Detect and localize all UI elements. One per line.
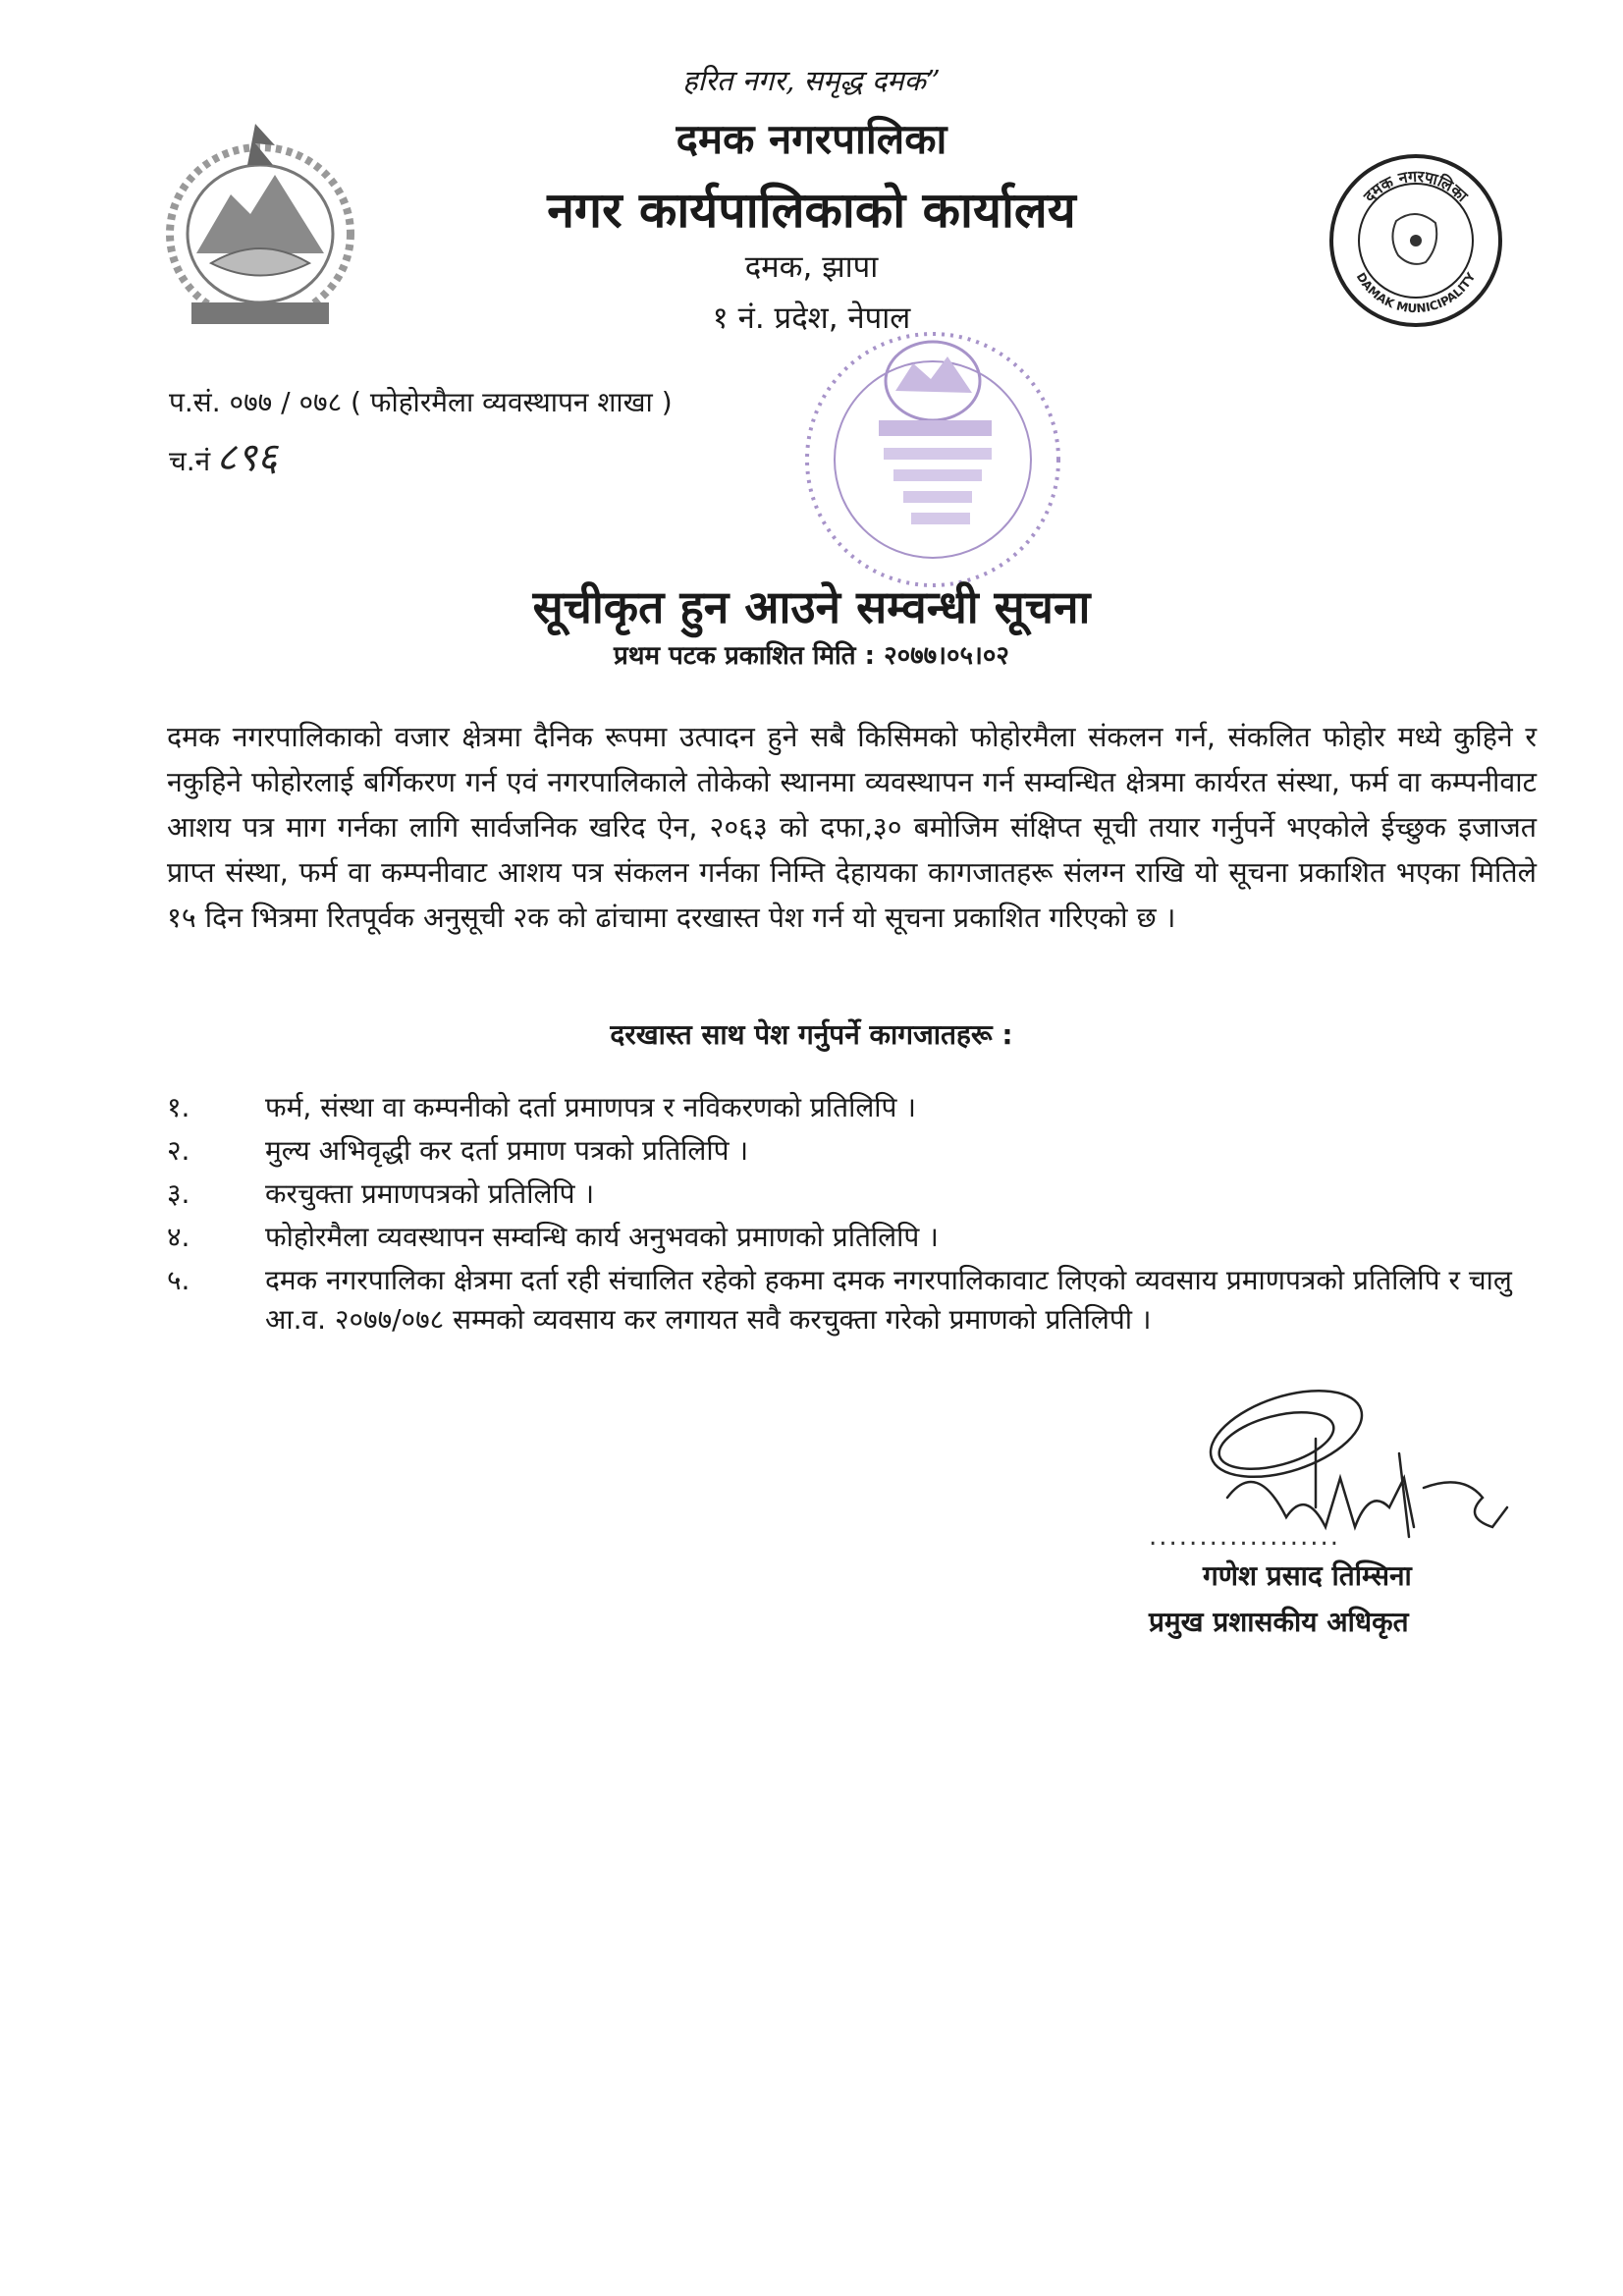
list-item — [167, 1175, 1542, 1214]
notice-title: सूचीकृत हुन आउने सम्वन्धी सूचना — [532, 580, 1091, 633]
municipality-name: दमक नगरपालिका — [676, 115, 947, 163]
list-item — [167, 1218, 1542, 1257]
slogan: हरित नगर, समृद्ध दमक” — [682, 64, 941, 97]
signature-line: ................... — [1149, 1522, 1341, 1552]
seal-bottom-text: DAMAK MUNICIPALITY — [1353, 270, 1479, 316]
dispatch-number-line — [169, 428, 278, 482]
list-item-text: दमक नगरपालिका क्षेत्रमा दर्ता रही संचालित रहेको हकमा दमक नगरपालिकावाट लिएको व्यवसाय प्रमाणपत्रको प्रतिलिपि र चालु आ.व. २०७७/०७८ सम्मको व्यवसाय कर लगायत सवै करचुक्ता गरेको प्रमाणको प्रतिलिपी । — [265, 1264, 1512, 1336]
province: १ नं. प्रदेश, नेपाल — [712, 301, 911, 336]
documents-heading: दरखास्त साथ पेश गर्नुपर्ने कागजातहरू : — [610, 1018, 1013, 1051]
signatory-title: प्रमुख प्रशासकीय अधिकृत — [1149, 1606, 1409, 1638]
list-item-number: २. — [167, 1134, 190, 1167]
notice-body: दमक नगरपालिकाको वजार क्षेत्रमा दैनिक रूपमा उत्पादन हुने सबै किसिमको फोहोरमैला संकलन गर्न, संकलित फोहोर मध्ये कुहिने र नकुहिने फोहोरलाई बर्गिकरण गर्न एवं नगरपालिकाले तोकेको स्थानमा व्यवस्थापन गर्न सम्वन्धित क्षेत्रमा कार्यरत संस्था, फर्म वा कम्पनीवाट आशय पत्र माग गर्नका लागि सार्वजनिक खरिद ऐन, २०६३ को दफा,३० बमोजिम संक्षिप्त सूची तयार गर्नुपर्ने भएकोले ईच्छुक इजाजत प्राप्त संस्था, फर्म वा कम्पनीवाट आशय पत्र संकलन गर्नका निम्ति देहायका कागजातहरू संलग्न राखि यो सूचना प्रकाशित भएका मितिले १५ दिन भित्रमा रितपूर्वक अनुसूची २क को ढांचामा दरखास्त पेश गर्न यो सूचना प्रकाशित गरिएको छ । — [167, 721, 1537, 934]
list-item-number: ५. — [167, 1264, 190, 1296]
dispatch-label: च.नं — [169, 445, 211, 477]
list-item — [167, 1261, 1542, 1339]
signatory-name: गणेश प्रसाद तिम्सिना — [1203, 1559, 1412, 1592]
dispatch-number: ८९६ — [216, 435, 278, 480]
seal-top-text: दमक नगरपालिका — [1359, 166, 1472, 206]
documents-list — [167, 1088, 1542, 1343]
list-item — [167, 1088, 1542, 1127]
office-stamp-icon — [785, 312, 1080, 597]
list-item-number: ४. — [167, 1221, 190, 1253]
published-date: प्रथम पटक प्रकाशित मिति : २०७७।०५।०२ — [614, 641, 1009, 671]
list-item-text: करचुक्ता प्रमाणपत्रको प्रतिलिपि । — [265, 1177, 595, 1210]
list-item-number: १. — [167, 1091, 190, 1123]
damak-municipality-seal-icon — [1327, 152, 1504, 329]
svg-text:दमक नगरपालिका — [1359, 167, 1472, 206]
list-item — [167, 1131, 1542, 1171]
office-name: नगर कार्यपालिकाको कार्यालय — [547, 182, 1076, 239]
address: दमक, झापा — [744, 249, 879, 285]
letter-reference-number: प.सं. ०७७ / ०७८ ( फोहोरमैला व्यवस्थापन शाखा ) — [169, 386, 673, 418]
list-item-text: मुल्य अभिवृद्धी कर दर्ता प्रमाण पत्रको प्रतिलिपि । — [265, 1134, 749, 1167]
list-item-text: फोहोरमैला व्यवस्थापन सम्वन्धि कार्य अनुभवको प्रमाणको प्रतिलिपि । — [265, 1221, 939, 1253]
list-item-text: फर्म, संस्था वा कम्पनीको दर्ता प्रमाणपत्र र नविकरणको प्रतिलिपि । — [265, 1091, 916, 1123]
list-item-number: ३. — [167, 1177, 190, 1210]
